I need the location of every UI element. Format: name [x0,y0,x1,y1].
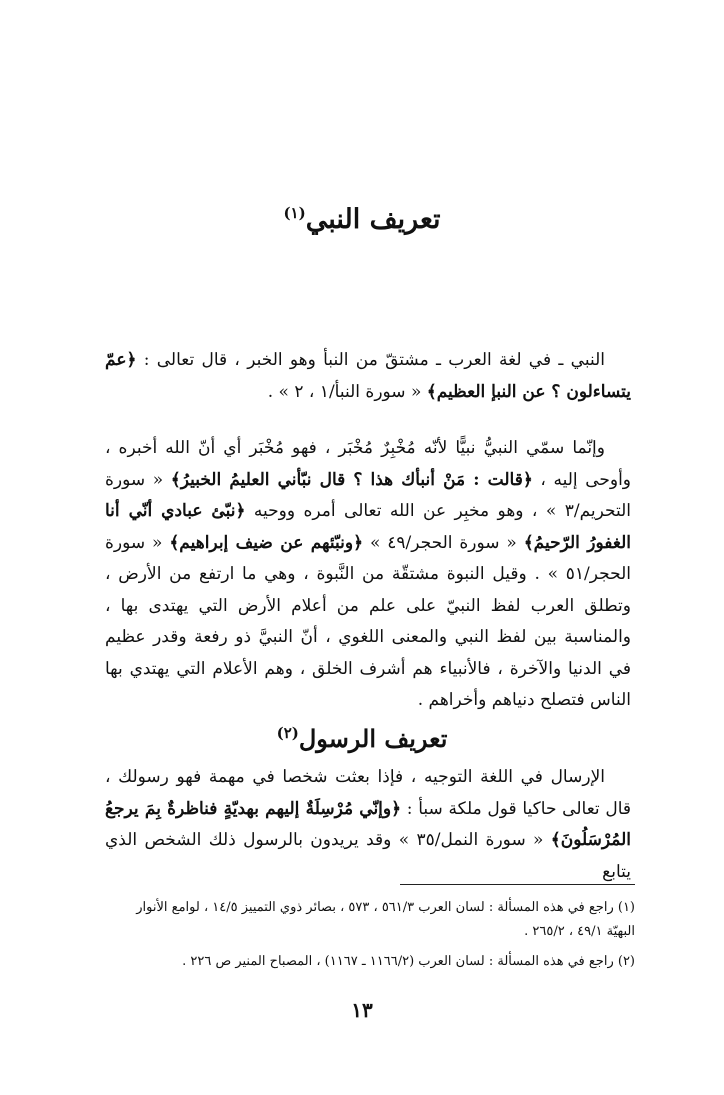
paragraph-2 [105,433,631,717]
page-title-text: تعريف النبي [305,204,441,235]
paragraph-3 [105,762,631,888]
quran-verse-naba: ﴿عمّ يتساءلون ؟ عن النبإ العظيم﴾ [105,350,631,402]
quran-verse-tahrim: ﴿قالت : مَنْ أنبأك هذا ؟ قال نبّأني العليمُ الخبيرُ﴾ [170,469,533,490]
section-heading-text: تعريف الرسول [298,724,448,753]
messenger-definition-paragraph [105,762,631,888]
footnote-divider [400,884,635,885]
paragraph-1-text: النبي ـ في لغة العرب ـ مشتقّ من النبأ وهو الخبر ، قال تعالى : [136,350,605,370]
prophet-etymology-paragraph [105,345,631,408]
prophet-meaning-paragraph [105,433,631,717]
paragraph-3-part-b: « سورة النمل/٣٥ » وقد يريدون بالرسول ذلك الشخص الذي يتابع [105,830,631,882]
paragraph-1 [105,345,631,408]
paragraph-2-part-c: « سورة الحجر/٤٩ » [363,532,524,553]
paragraph-2-part-b: « سورة التحريم/٣ » ، وهو مخبِر عن الله تعالى أمره ووحيه [105,469,632,521]
page-title [0,193,724,240]
footnote-mark-1: (١) [283,204,306,222]
footnote-mark-2: (٢) [276,724,299,742]
footnotes [105,896,635,980]
quran-verse-naml: ﴿وإنّي مُرْسِلَةٌ إليهم بهديّةٍ فناظرةٌ بِمَ يرجعُ المُرْسَلُونَ﴾ [105,798,632,850]
section-heading-messenger [0,714,724,758]
quran-verse-hijr-51: ﴿ونبّئهم عن ضيف إبراهيم﴾ [169,532,364,553]
page-number: ١٣ [351,998,373,1022]
paragraph-2-part-d: « سورة الحجر/٥١ » . وقيل النبوة مشتقّة من النَّبوة ، وهي ما ارتفع من الأرض ، وتطلق العرب لفظ النبيّ على علم من أعلام الأرض التي يهتدى بها ، والمناسبة بين لفظ النبي والمعنى اللغوي ، أنّ النبيَّ ذو رفعة وقدر عظيم في الدنيا والآخرة ، فالأنبياء هم أشرف الخلق ، وهم الأعلام التي يهتدي بها الناس فتصلح دنياهم وأخراهم . [105,532,631,710]
footnote-2: (٢) راجع في هذه المسألة : لسان العرب (١١٦٦/٢ ـ ١١٦٧) ، المصباح المنير ص ٢٢٦ . [182,954,635,969]
paragraph-2-part-a: وإنّما سمّي النبيُّ نبيًّا لأنّه مُخْبِرٌ مُخْبَر ، فهو مُخْبَر أي أنّ الله أخبره ، وأوحى إليه ، [105,438,632,490]
footnote-1: (١) راجع في هذه المسألة : لسان العرب ٥٦١/٣ ، ٥٧٣ ، بصائر ذوي التمييز ١٤/٥ ، لوامع الأنوار البهيّة ٤٩/١ ، ٢٦٥/٢ . [136,900,635,939]
verse-reference: « سورة النبأ/١ ، ٢ » . [267,381,427,402]
quran-verse-hijr-49: ﴿نبّئ عبادي أنّي أنا الغفورُ الرّحيمُ﴾ [105,501,632,553]
paragraph-3-part-a: الإرسال في اللغة التوجيه ، فإذا بعثت شخصا في مهمة فهو رسولك ، قال تعالى حاكيا قول ملكة سبأ : [105,767,631,819]
